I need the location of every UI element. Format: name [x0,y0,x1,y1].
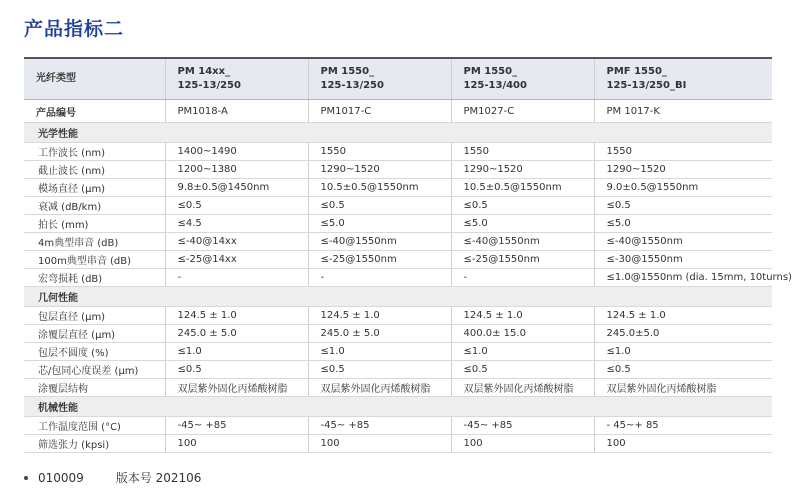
table-row [24,179,772,197]
header-line: 125-13/400 [463,80,527,91]
cell-value: ≤-25@1550nm [451,251,594,269]
cell-value: ≤-25@14xx [165,251,308,269]
row-label: 拍长 (mm) [24,215,165,233]
table-row [24,269,772,287]
table-row [24,361,772,379]
table-row [24,417,772,435]
cell-value: - [165,269,308,287]
cell-value: 124.5 ± 1.0 [165,307,308,325]
cell-value: 245.0±5.0 [594,325,772,343]
cell-value: 1290~1520 [451,161,594,179]
cell-value: ≤-40@1550nm [308,233,451,251]
section-title: 机械性能 [24,397,772,417]
cell-value: ≤-25@1550nm [308,251,451,269]
row-label: 工作温度范围 (°C) [24,417,165,435]
table-row [24,307,772,325]
table-row [24,325,772,343]
header-cell [594,58,772,100]
table-row [24,215,772,233]
row-label: 涂覆层结构 [24,379,165,397]
section-row [24,287,772,307]
header-line: 125-13/250_BI [606,80,687,91]
table-row [24,379,772,397]
cell-value: ≤1.0@1550nm (dia. 15mm, 10turns) [594,269,772,287]
section-row [24,397,772,417]
cell-value: 10.5±0.5@1550nm [308,179,451,197]
cell-value: -45~ +85 [451,417,594,435]
cell-value: 9.0±0.5@1550nm [594,179,772,197]
cell-value: 双层紫外固化丙烯酸树脂 [308,379,451,397]
cell-value: 124.5 ± 1.0 [594,307,772,325]
header-line: PMF 1550_ [606,66,667,77]
header-cell [451,58,594,100]
table-row [24,251,772,269]
cell-value: 100 [165,435,308,453]
cell-value: ≤0.5 [594,361,772,379]
cell-value: 双层紫外固化丙烯酸树脂 [594,379,772,397]
cell-value: ≤0.5 [165,197,308,215]
cell-value: ≤1.0 [594,343,772,361]
product-code-row [24,100,772,123]
header-row [24,58,772,100]
header-line: 125-13/250 [177,80,241,91]
cell-value: ≤0.5 [594,197,772,215]
cell-value: 双层紫外固化丙烯酸树脂 [451,379,594,397]
cell-value: 124.5 ± 1.0 [308,307,451,325]
cell-value: ≤-30@1550nm [594,251,772,269]
footer [24,469,201,486]
cell-value: 1290~1520 [308,161,451,179]
table-row [24,343,772,361]
cell-value: ≤0.5 [308,361,451,379]
cell-value: PM1017-C [308,100,451,123]
row-label: 工作波长 (nm) [24,143,165,161]
cell-value: PM1018-A [165,100,308,123]
table-row [24,197,772,215]
cell-value: ≤1.0 [165,343,308,361]
row-label: 100m典型串音 (dB) [24,251,165,269]
cell-value: 245.0 ± 5.0 [308,325,451,343]
header-line: 125-13/250 [320,80,384,91]
doc-code: 010009 [38,470,84,485]
spec-table [24,57,792,453]
cell-value: 1200~1380 [165,161,308,179]
cell-value: 10.5±0.5@1550nm [451,179,594,197]
cell-value: 100 [594,435,772,453]
header-cell [165,58,308,100]
row-label: 模场直径 (μm) [24,179,165,197]
cell-value: - [451,269,594,287]
cell-value: 1550 [451,143,594,161]
cell-value: ≤0.5 [451,361,594,379]
table-row [24,435,772,453]
cell-value: ≤4.5 [165,215,308,233]
header-line: PM 1550_ [463,66,518,77]
table-row [24,161,772,179]
section-row [24,123,772,143]
cell-value: ≤0.5 [308,197,451,215]
cell-value: ≤1.0 [451,343,594,361]
row-label: 筛选张力 (kpsi) [24,435,165,453]
cell-value: 1400~1490 [165,143,308,161]
row-label: 涂覆层直径 (μm) [24,325,165,343]
cell-value: ≤1.0 [308,343,451,361]
cell-value: ≤5.0 [594,215,772,233]
cell-value: 1550 [308,143,451,161]
cell-value: 245.0 ± 5.0 [165,325,308,343]
cell-value: ≤5.0 [308,215,451,233]
cell-value: ≤0.5 [451,197,594,215]
row-label: 包层不圆度 (%) [24,343,165,361]
cell-value: ≤-40@1550nm [451,233,594,251]
row-label: 产品编号 [24,100,165,123]
header-cell [308,58,451,100]
cell-value: -45~ +85 [165,417,308,435]
cell-value: 124.5 ± 1.0 [451,307,594,325]
page-title: 产品指标二 [24,18,125,40]
section-title: 光学性能 [24,123,772,143]
cell-value: 100 [308,435,451,453]
cell-value: 9.8±0.5@1450nm [165,179,308,197]
cell-value: 400.0± 15.0 [451,325,594,343]
row-label: 截止波长 (nm) [24,161,165,179]
table-row [24,233,772,251]
cell-value: PM 1017-K [594,100,772,123]
version-label: 版本号 202106 [115,471,202,485]
row-label: 芯/包同心度误差 (μm) [24,361,165,379]
cell-value: 100 [451,435,594,453]
cell-value: ≤0.5 [165,361,308,379]
table-row [24,143,772,161]
cell-value: ≤-40@1550nm [594,233,772,251]
header-line: PM 1550_ [320,66,375,77]
cell-value: -45~ +85 [308,417,451,435]
header-line: PM 14xx_ [177,66,231,77]
row-label: 4m典型串音 (dB) [24,233,165,251]
cell-value: ≤-40@14xx [165,233,308,251]
cell-value: - [308,269,451,287]
row-label: 衰减 (dB/km) [24,197,165,215]
cell-value: ≤5.0 [451,215,594,233]
section-title: 几何性能 [24,287,772,307]
header-label: 光纤类型 [24,58,165,100]
cell-value: - 45~+ 85 [594,417,772,435]
cell-value: 双层紫外固化丙烯酸树脂 [165,379,308,397]
cell-value: PM1027-C [451,100,594,123]
cell-value: 1290~1520 [594,161,772,179]
row-label: 包层直径 (μm) [24,307,165,325]
row-label: 宏弯损耗 (dB) [24,269,165,287]
bullet-icon [24,476,28,480]
cell-value: 1550 [594,143,772,161]
